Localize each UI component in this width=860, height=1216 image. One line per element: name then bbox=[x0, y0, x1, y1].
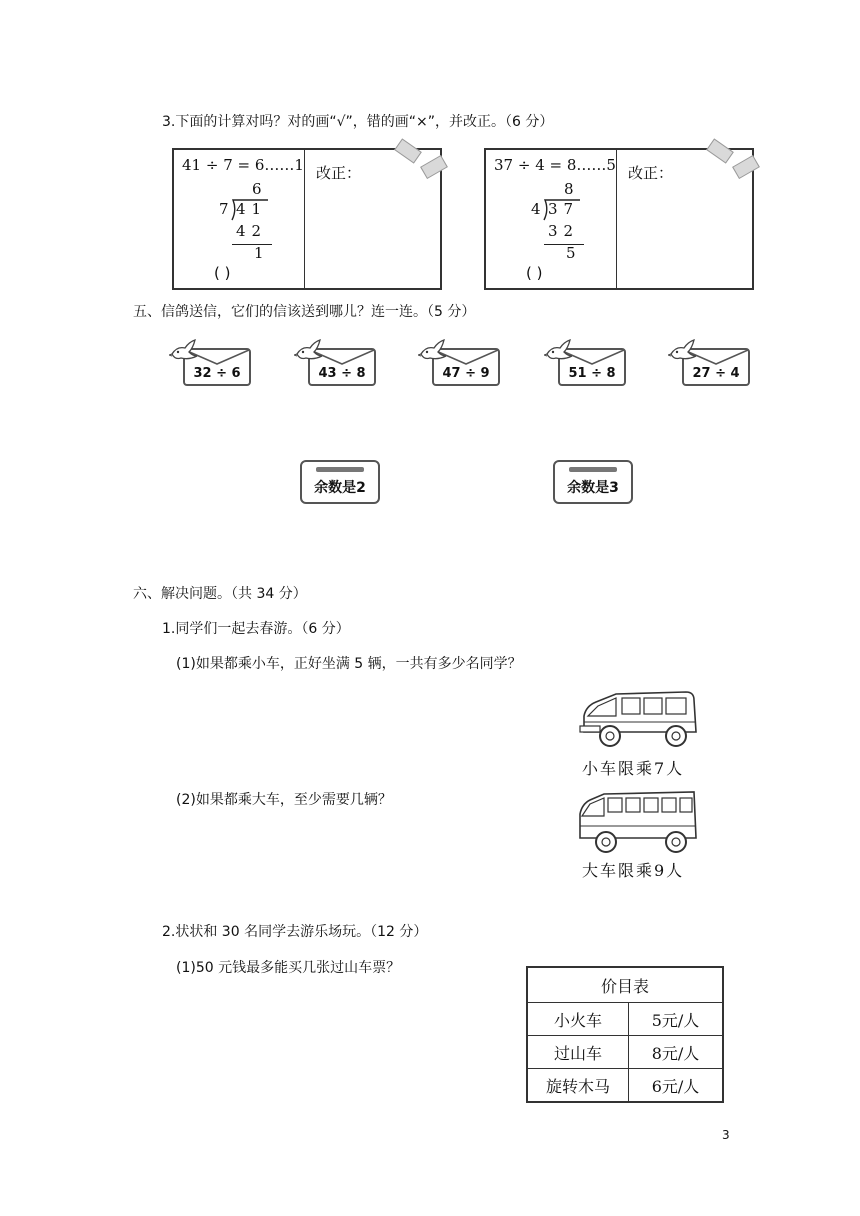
division-expression: 27 ÷ 4 bbox=[692, 366, 740, 381]
product: 42 bbox=[236, 222, 268, 240]
remainder: 5 bbox=[566, 244, 582, 262]
answer-parens[interactable]: ( ) bbox=[214, 264, 231, 282]
fix-label: 改正： bbox=[316, 164, 362, 182]
calc-box-1 bbox=[172, 148, 442, 290]
q3-question: 3.下面的计算对吗？对的画“√”，错的画“×”，并改正。（6 分） bbox=[162, 114, 554, 130]
tape-decoration bbox=[394, 138, 422, 163]
section5-title: 五、信鸽送信，它们的信该送到哪儿？连一连。（5 分） bbox=[133, 304, 476, 320]
calc-equation: 41 ÷ 7 = 6……1 bbox=[182, 156, 304, 174]
product: 32 bbox=[548, 222, 580, 240]
q1-sub1: (1)如果都乘小车，正好坐满 5 辆，一共有多少名同学？ bbox=[176, 656, 522, 672]
divisor: 7 bbox=[219, 200, 235, 218]
remainder: 1 bbox=[254, 244, 270, 262]
answer-parens[interactable]: ( ) bbox=[526, 264, 543, 282]
dividend: 37 bbox=[548, 200, 580, 218]
tape-decoration bbox=[420, 155, 448, 179]
table-row bbox=[527, 1069, 723, 1103]
mailbox-label: 余数是2 bbox=[314, 480, 366, 496]
price-cell: 8元/人 bbox=[629, 1036, 724, 1069]
q1-sub2: (2)如果都乘大车，至少需要几辆？ bbox=[176, 792, 392, 808]
price-table-title: 价目表 bbox=[527, 967, 723, 1003]
q2-title: 2.状状和 30 名同学去游乐场玩。（12 分） bbox=[162, 924, 428, 940]
mailbox-slot bbox=[569, 467, 617, 472]
table-row bbox=[527, 1036, 723, 1069]
calc-box-2 bbox=[484, 148, 754, 290]
pigeon-icon bbox=[544, 338, 574, 364]
division-expression: 51 ÷ 8 bbox=[568, 366, 616, 381]
page-number: 3 bbox=[722, 1128, 730, 1142]
mailbox-remainder-2[interactable] bbox=[300, 460, 380, 504]
item-cell: 过山车 bbox=[527, 1036, 629, 1069]
big-car-icon bbox=[576, 790, 700, 854]
dividend: 41 bbox=[236, 200, 268, 218]
table-row bbox=[527, 1003, 723, 1036]
tape-decoration bbox=[732, 155, 760, 179]
item-cell: 旋转木马 bbox=[527, 1069, 629, 1103]
division-expression: 47 ÷ 9 bbox=[442, 366, 490, 381]
division-expression: 32 ÷ 6 bbox=[193, 366, 241, 381]
small-car-label: 小车限乘7人 bbox=[582, 759, 685, 778]
pigeon-icon bbox=[668, 338, 698, 364]
item-cell: 小火车 bbox=[527, 1003, 629, 1036]
mailbox-slot bbox=[316, 467, 364, 472]
price-cell: 6元/人 bbox=[629, 1069, 724, 1103]
quotient: 6 bbox=[252, 180, 268, 198]
pigeon-icon bbox=[294, 338, 324, 364]
q1-title: 1.同学们一起去春游。（6 分） bbox=[162, 621, 350, 637]
section6-title: 六、解决问题。（共 34 分） bbox=[133, 586, 307, 602]
price-cell: 5元/人 bbox=[629, 1003, 724, 1036]
quotient: 8 bbox=[564, 180, 580, 198]
tape-decoration bbox=[706, 138, 734, 163]
division-expression: 43 ÷ 8 bbox=[318, 366, 366, 381]
pigeon-icon bbox=[418, 338, 448, 364]
mailbox-label: 余数是3 bbox=[567, 480, 619, 496]
price-table bbox=[526, 966, 724, 1103]
box-divider bbox=[304, 150, 305, 288]
box-divider bbox=[616, 150, 617, 288]
small-car-icon bbox=[576, 688, 700, 752]
fix-label: 改正： bbox=[628, 164, 674, 182]
divisor: 4 bbox=[531, 200, 547, 218]
mailbox-remainder-3[interactable] bbox=[553, 460, 633, 504]
q2-sub1: (1)50 元钱最多能买几张过山车票？ bbox=[176, 960, 401, 976]
pigeon-icon bbox=[169, 338, 199, 364]
calc-equation: 37 ÷ 4 = 8……5 bbox=[494, 156, 616, 174]
big-car-label: 大车限乘9人 bbox=[582, 861, 685, 880]
